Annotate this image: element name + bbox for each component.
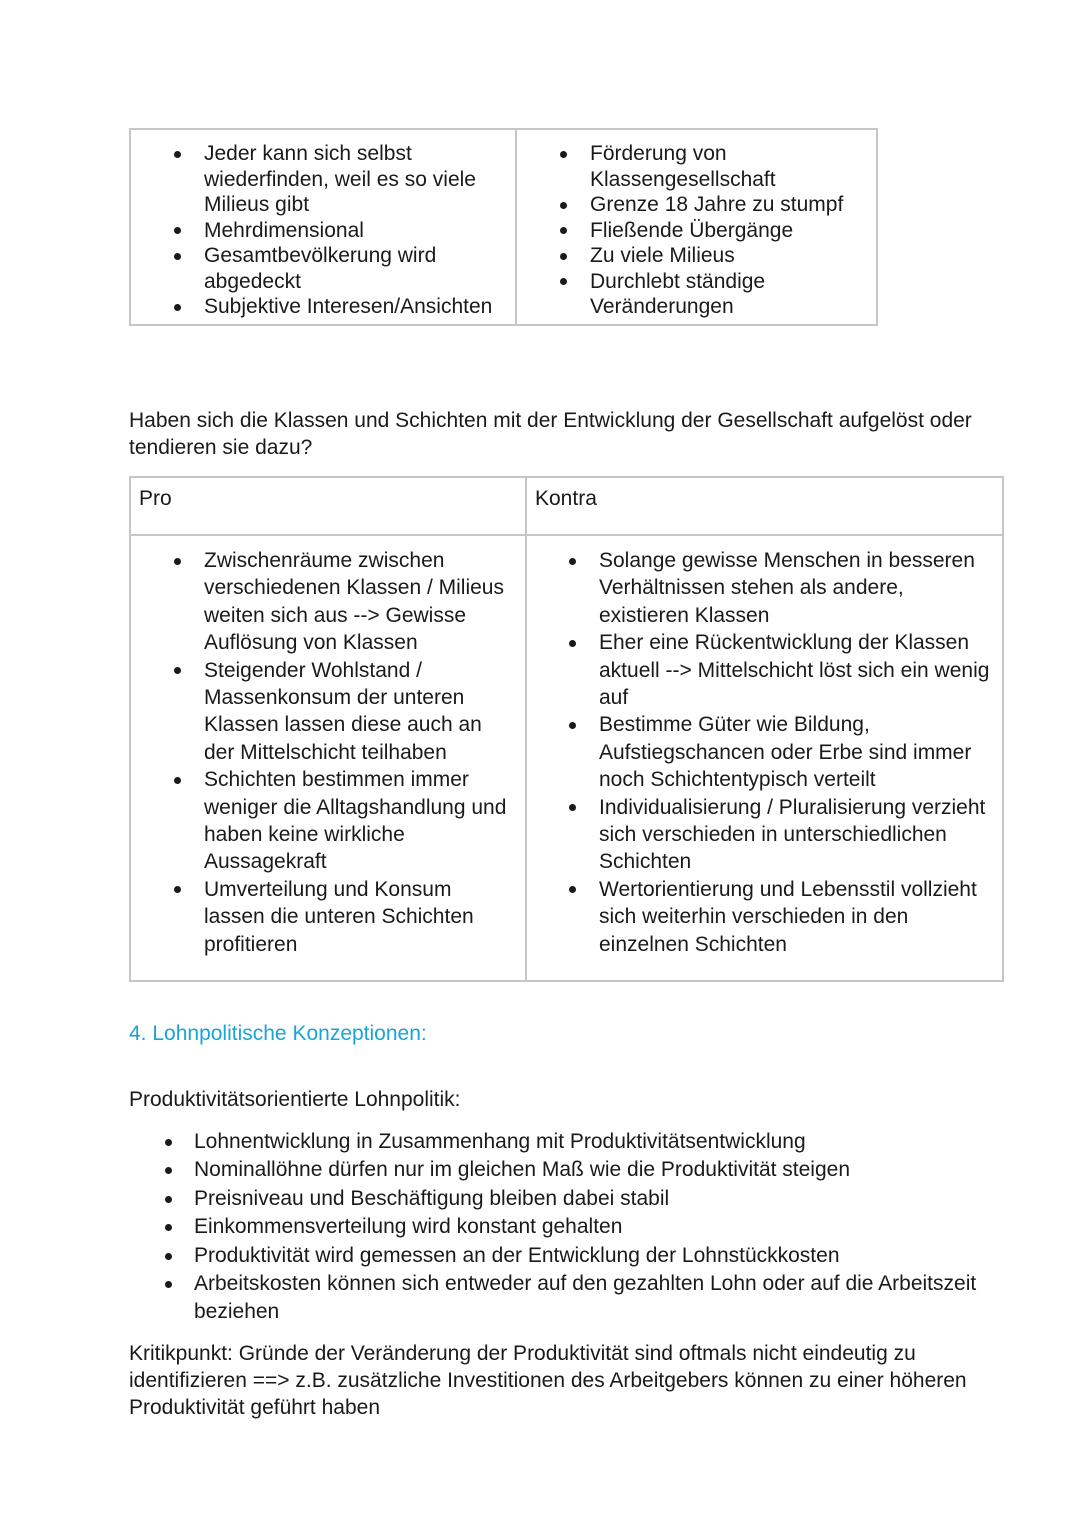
list-item: Grenze 18 Jahre zu stumpf: [590, 192, 868, 218]
list-item: Einkommensverteilung wird konstant gehalten: [194, 1213, 989, 1241]
list-item: Preisniveau und Beschäftigung bleiben dabei stabil: [194, 1185, 989, 1213]
table-cell-contra: [516, 129, 877, 325]
list-item: Mehrdimensional: [204, 218, 507, 244]
kontra-header: Kontra: [526, 477, 1003, 535]
list-item: Steigender Wohlstand / Massenkonsum der unteren Klassen lassen diese auch an der Mittelschicht teilhaben: [204, 657, 517, 767]
list-item: Arbeitskosten können sich entweder auf den gezahlten Lohn oder auf die Arbeitszeit beziehen: [194, 1270, 989, 1327]
list-item: Solange gewisse Menschen in besseren Verhältnissen stehen als andere, existieren Klassen: [599, 547, 994, 629]
wage-policy-list: [129, 1128, 989, 1327]
list-item: Produktivität wird gemessen an der Entwicklung der Lohnstückkosten: [194, 1242, 989, 1270]
list-item: Bestimme Güter wie Bildung, Aufstiegschancen oder Erbe sind immer noch Schichtentypisch verteilt: [599, 711, 994, 793]
list-item: Lohnentwicklung in Zusammenhang mit Produktivitätsentwicklung: [194, 1128, 989, 1156]
bullet-list: [139, 141, 507, 320]
subheading: Produktivitätsorientierte Lohnpolitik:: [129, 1088, 461, 1111]
list-item: Gesamtbevölkerung wird abgedeckt: [204, 243, 507, 294]
question-text: Haben sich die Klassen und Schichten mit der Entwicklung der Gesellschaft aufgelöst oder tendieren sie dazu?: [129, 409, 972, 459]
kontra-cell: [526, 535, 1003, 981]
pro-cell: [130, 535, 526, 981]
critique-paragraph: Kritikpunkt: Gründe der Veränderung der Produktivität sind oftmals nicht eindeutig zu identifizieren ==> z.B. zusätzliche Investitionen des Arbeitgebers können zu einer höheren Produktivität geführt haben: [129, 1342, 967, 1419]
table-cell-pro: [130, 129, 516, 325]
list-item: Jeder kann sich selbst wiederfinden, weil es so viele Milieus gibt: [204, 141, 507, 218]
section-heading: 4. Lohnpolitische Konzeptionen:: [129, 1022, 427, 1045]
bullet-list: [525, 141, 868, 320]
list-item: Zwischenräume zwischen verschiedenen Klassen / Milieus weiten sich aus --> Gewisse Auflösung von Klassen: [204, 547, 517, 657]
pro-list: [139, 547, 517, 958]
list-item: Eher eine Rückentwicklung der Klassen aktuell --> Mittelschicht löst sich ein wenig auf: [599, 629, 994, 711]
pro-contra-table-classes: [129, 476, 1004, 982]
list-item: Wertorientierung und Lebensstil vollzieht sich weiterhin verschieden in den einzelnen Schichten: [599, 876, 994, 958]
list-item: Fließende Übergänge: [590, 218, 868, 244]
kontra-list: [535, 547, 994, 958]
list-item: Umverteilung und Konsum lassen die unteren Schichten profitieren: [204, 876, 517, 958]
list-item: Durchlebt ständige Veränderungen: [590, 269, 868, 320]
list-item: Schichten bestimmen immer weniger die Alltagshandlung und haben keine wirkliche Aussagekraft: [204, 766, 517, 876]
list-item: Nominallöhne dürfen nur im gleichen Maß wie die Produktivität steigen: [194, 1156, 989, 1184]
list-item: Individualisierung / Pluralisierung verzieht sich verschieden in unterschiedlichen Schichten: [599, 794, 994, 876]
pro-header: Pro: [130, 477, 526, 535]
list-item: Zu viele Milieus: [590, 243, 868, 269]
list-item: Subjektive Interesen/Ansichten: [204, 294, 507, 320]
pro-contra-table-milieus: [129, 128, 878, 326]
list-item: Förderung von Klassengesellschaft: [590, 141, 868, 192]
